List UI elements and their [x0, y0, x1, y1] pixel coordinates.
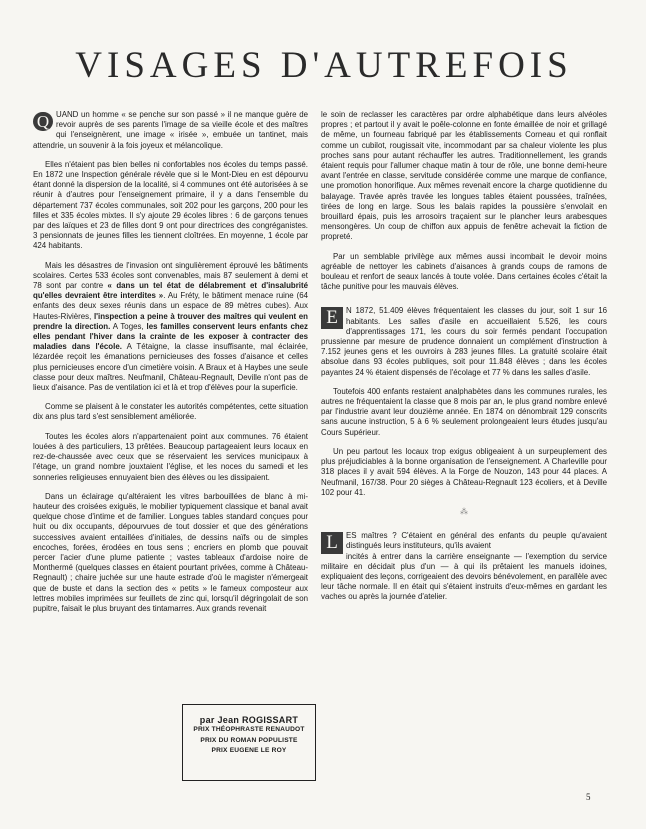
paragraph: Un peu partout les locaux trop exigus obligeaient à un surpeuplement des plus préjudiciables à la bonne organisation de l'enseignement. A Charleville pour 318 places il y avait 594 élèves. A la Forge de Nouzon, 143 pour 44 places. A Neufmanil, 167/38. Pour 20 sièges à Château-Regnault 123 écoliers, et à Deville 102 pour 41. [321, 446, 607, 497]
paragraph-text: ES maîtres ? C'étaient en général des enfants du peuple qu'avaient distingués leurs instituteurs, qu'ils avaient [346, 531, 607, 551]
paragraph: incités à entrer dans la carrière enseignante — l'exemption du service militaire en décidait plus d'un — à qui ils prêtaient les manuels idoines, expliquaient des leçons, corrigeaient des devoirs bénévolement, en parallèle avec leur tâche normale. Il en était qui s'étaient instruits d'eux-mêmes en gardant les vaches ou après la journée d'atelier. [321, 551, 607, 602]
emphasis-text: l'inspection a peine à trouver des maîtres qui veulent en prendre la direction. [33, 311, 308, 331]
paragraph: Par un semblable privilège aux mêmes aussi incombait le devoir moins agréable de nettoyer les cabinets d'aisances à grands coups de ramons de bouleau et renfort de seaux lancés à toute volée. Dans certaines écoles c'était la tâche punitive pour les mauvais élèves. [321, 251, 607, 292]
drop-cap: E [321, 307, 343, 329]
prize-line: PRIX THÉOPHRASTE RENAUDOT [193, 726, 305, 733]
page-title: VISAGES D'AUTREFOIS [75, 45, 573, 86]
left-column [33, 110, 308, 623]
paragraph [321, 306, 607, 377]
prize-line: PRIX EUGENE LE ROY [211, 747, 287, 754]
paragraph: Comme se plaisent à le constater les autorités compétentes, cette situation dix ans plus tard s'est sensiblement améliorée. [33, 402, 308, 422]
page-number: 5 [586, 792, 591, 802]
drop-cap: Q [33, 112, 53, 131]
author-credit-box [182, 704, 316, 781]
section-separator: ⁂ [460, 506, 468, 516]
paragraph: Elles n'étaient pas bien belles ni confortables nos écoles du temps passé. En 1872 une Inspection générale révèle que si le Mont-Dieu en est dépourvu étant donné la dispersion de la localité, si 4 communes ont été autorisées à se réunir à d'autres pour l'enseignement primaire, il y a dans l'ensemble du département 737 écoles communales, soit 202 pour les garçons, 200 pour les filles et 335 écoles mixtes. Il s'y ajoute 29 écoles libres : 6 de garçons tenues par des laïques et 23 de filles dont 9 ont pour directrices des congréganistes. 3 pensionnats de jeunes filles les tiennent cloîtrées. En moyenne, 1 école par 424 habitants. [33, 159, 308, 251]
right-column [321, 110, 607, 612]
emphasis-text: « dans un tel état de délabrement et d'insalubrité qu'elles devraient être interdites » [33, 281, 309, 301]
paragraph [321, 531, 607, 554]
paragraph: Toutefois 400 enfants restaient analphabètes dans les communes rurales, les autres ne fréquentaient la classe que 8 mois par an, le plus grand nombre enlevé par l'industrie avant leur douzième année. En 1874 on dénombrait 129 conscrits sans aucune instruction, 5 à 6 % seulement prolongeaient leurs études jusqu'au Cours Supérieur. [321, 386, 607, 437]
paragraph-text: A Toges, [110, 321, 147, 331]
paragraph: le soin de reclasser les caractères par ordre alphabétique dans leurs alvéoles propres ; et partout il y avait le poêle-colonne en fonte émaillée de noir et grillagé de même, un fourneau fabriqué par les établissements Corneau et qui ronflait comme un cubilot, rougissait vite, incommodant par sa chaleur violente les plus proches sans pour autant réchauffer les autres. Traditionnellement, les grands étaient requis pour l'allumer chaque matin à tour de rôle, une bonne demi-heure avant l'entrée en classe, servitude considérée comme une marque de confiance, une promotion honorifique. Aux mêmes revenait encore la charge quotidienne du balayage. Travée après travée les longues tables étaient poussées, traînées, tirées de long en large. Sous les balais rapides la poussière s'envolait en brouillard épais, puis les arrosoirs traçaient sur le plancher leurs arabesques mensongères. Un coup de chiffon aux appuis de fenêtre achevait la fiction de propreté. [321, 110, 607, 242]
emphasis-text: les familles conservent leurs enfants chez elles pendant l'hiver dans la crainte de les exposer à contracter des maladies dans l'école. [33, 321, 308, 352]
paragraph-text: Mais les désastres de l'invasion ont singulièrement éprouvé les bâtiments scolaires. Certes 533 écoles sont convenables, mais 87 seulement à demi et 78 sont par contre [33, 260, 308, 291]
paragraph: Dans un éclairage qu'altéraient les vitres barbouillées de blanc à mi-hauteur des croisées exiguës, le mobilier typiquement classique et banal avait quelque chose d'intime et de familier. Longues tables standard conçues pour huit ou dix occupants, dépourvues de tout dossier et que des générations successives avaient entaillées d'initiales, de dessins naïfs ou de simples encoches, forées, érodées en tous sens ; encriers en plomb que pouvait percer l'acier d'une plume patiente ; vastes tableaux d'ardoise noire de Monthermé (quelques classes en étaient pourtant privées, comme à Château-Regnault) ; chaire juchée sur une haute estrade d'où le magister n'émergeait que de buste et dans la section des « petits » le fameux composteur aux lettres mobiles imprimées sur feuillets de zinc qui, lorsqu'il dégringolait de son pupitre, faisait le plus bruyant des tintamarres. Aux grands revenait [33, 491, 308, 613]
paragraph-text: . Au Fréty, le bâtiment menace ruine (64 enfants des deux sexes réunis dans un espace de 89 mètres cubes). Aux Hautes-Rivières, [33, 291, 308, 321]
prize-line: PRIX DU ROMAN POPULISTE [200, 736, 298, 744]
paragraph [33, 110, 308, 151]
paragraph-text: N 1872, 51.409 élèves fréquentaient les classes du jour, soit 1 sur 16 habitants. Les salles d'asile en accueillaient 5.526, les cours d'apprentissages 171, les cours du soir fermés pendant l'occupation prussienne par mesure de prudence donnaient un complément d'instruction à 7.152 jeunes gens et les ouvroirs à 283 jeunes filles. La gratuité scolaire était absolue dans 93 écoles publiques, soit pour 11.848 élèves ; dans les écoles payantes 24 % étaient dispensés de l'écolage et 77 % dans les salles d'asile. [321, 306, 607, 377]
paragraph [33, 261, 308, 394]
drop-cap: L [321, 532, 343, 554]
paragraph-text: UAND un homme « se penche sur son passé » il ne manque guère de revoir auprès de ses parents l'image de sa vieille école et des maîtres qui l'enseignèrent, une image « irisée », embuée un tantinet, mais attendrie, un souvenir à la fois joyeux et mélancolique. [33, 110, 308, 150]
author-name: par Jean ROGISSART [199, 715, 299, 725]
paragraph-text: A Tétaigne, la classe insuffisante, mal éclairée, lézardée reçoit les émanations pernicieuses des fosses d'aisance et celles plus pernicieuses encore d'un cimetière voisin. A Braux et à Haybes une seule classe pour deux maîtres. Neufmanil, Château-Regnault, Deville n'ont pas de lieux d'aisance. Pas de ventilation ici et là et trop d'élèves pour la superficie. [33, 342, 308, 393]
paragraph: Toutes les écoles alors n'appartenaient point aux communes. 76 étaient louées à des particuliers, 13 prêtées. Beaucoup partageaient leurs locaux en rez-de-chaussée avec ceux que se réservaient les services municipaux à l'étage, un grand nombre jouxtaient l'église, et les noces du samedi et les sonneries religieuses ennuyaient bien des élèves ou les dissipaient. [33, 431, 308, 482]
